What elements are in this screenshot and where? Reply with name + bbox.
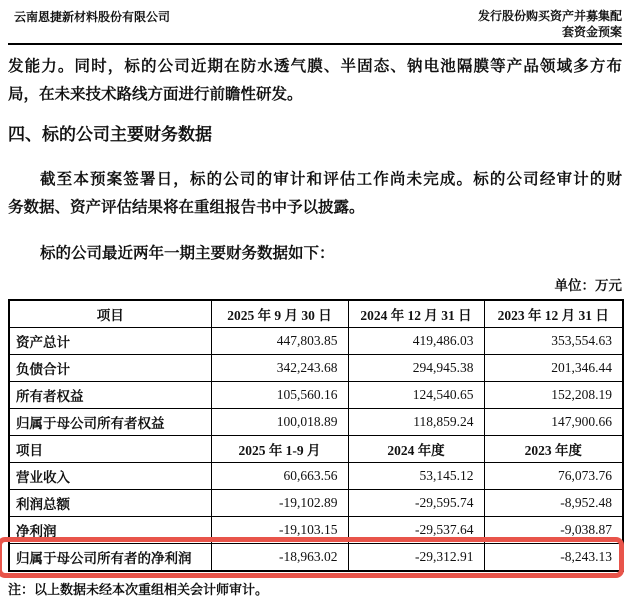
table-header-cell: 项目	[9, 300, 211, 328]
table-header-row	[9, 436, 623, 463]
doc-title-line2: 套资金预案	[561, 25, 622, 39]
financial-table	[8, 299, 624, 572]
table-cell-value: -8,952.48	[484, 490, 623, 517]
table-header-cell: 2023 年 12 月 31 日	[484, 300, 623, 328]
table-cell-value: 447,803.85	[211, 328, 348, 355]
table-row	[9, 355, 623, 382]
paragraph-line: 务数据、资产评估结果将在重组报告书中予以披露。	[8, 199, 365, 216]
table-cell-value: 419,486.03	[348, 328, 484, 355]
company-name: 云南恩捷新材料股份有限公司	[14, 10, 171, 24]
note: 注：以上数据未经本次重组相关会计师审计。	[8, 582, 269, 597]
table-cell-value: -9,038.87	[484, 517, 623, 544]
table-intro: 标的公司最近两年一期主要财务数据如下：	[40, 245, 335, 262]
table-cell-value: 76,073.76	[484, 463, 623, 490]
table-cell-value: 60,663.56	[211, 463, 348, 490]
paragraph-line: 截至本预案签署日，标的公司的审计和评估工作尚未完成。标的公司经审计的财	[40, 171, 622, 188]
page-content	[8, 53, 622, 597]
table-cell-value: 118,859.24	[348, 409, 484, 436]
page-header	[0, 0, 630, 40]
table-cell-label: 净利润	[9, 517, 211, 544]
table-cell-value: -29,312.91	[348, 544, 484, 572]
table-cell-label: 营业收入	[9, 463, 211, 490]
table-header-cell: 2025 年 1-9 月	[211, 436, 348, 463]
table-header-cell: 2024 年 12 月 31 日	[348, 300, 484, 328]
unit-label: 单位：万元	[554, 278, 622, 293]
table-cell-label: 所有者权益	[9, 382, 211, 409]
table-cell-value: 147,900.66	[484, 409, 623, 436]
table-cell-value: -29,537.64	[348, 517, 484, 544]
table-row	[9, 409, 623, 436]
table-row	[9, 490, 623, 517]
table-cell-value: 100,018.89	[211, 409, 348, 436]
table-cell-label: 归属于母公司所有者的净利润	[9, 544, 211, 572]
table-cell-value: 294,945.38	[348, 355, 484, 382]
table-row	[9, 463, 623, 490]
table-cell-value: -8,243.13	[484, 544, 623, 572]
table-header-cell: 2023 年度	[484, 436, 623, 463]
table-cell-value: 353,554.63	[484, 328, 623, 355]
table-cell-value: 53,145.12	[348, 463, 484, 490]
paragraph-continuation	[8, 53, 622, 109]
table-cell-label: 负债合计	[9, 355, 211, 382]
table-header-row	[9, 300, 623, 328]
table-cell-value: 124,540.65	[348, 382, 484, 409]
table-cell-value: -19,103.15	[211, 517, 348, 544]
table-row	[9, 517, 623, 544]
table-cell-label: 利润总额	[9, 490, 211, 517]
doc-title	[478, 8, 622, 40]
paragraph-line: 发能力。同时，标的公司近期在防水透气膜、半固态、钠电池隔膜等产品领域多方布	[8, 58, 622, 75]
table-cell-value: 105,560.16	[211, 382, 348, 409]
table-row	[9, 328, 623, 355]
table-cell-label: 资产总计	[9, 328, 211, 355]
paragraph-line: 局，在未来技术路线方面进行前瞻性研发。	[8, 86, 303, 103]
financial-table-body	[9, 300, 623, 571]
table-header-cell: 2024 年度	[348, 436, 484, 463]
table-cell-value: -19,102.89	[211, 490, 348, 517]
doc-title-line1: 发行股份购买资产并募集配	[477, 9, 622, 23]
section-heading: 四、标的公司主要财务数据	[8, 125, 212, 144]
paragraph-audit-status	[8, 166, 622, 222]
table-row	[9, 382, 623, 409]
table-cell-value: -29,595.74	[348, 490, 484, 517]
table-cell-value: 152,208.19	[484, 382, 623, 409]
header-divider	[8, 43, 622, 45]
table-cell-label: 归属于母公司所有者权益	[9, 409, 211, 436]
table-row	[9, 544, 623, 572]
table-cell-value: 342,243.68	[211, 355, 348, 382]
table-header-cell: 2025 年 9 月 30 日	[211, 300, 348, 328]
table-cell-value: -18,963.02	[211, 544, 348, 572]
table-cell-value: 201,346.44	[484, 355, 623, 382]
table-header-cell: 项目	[9, 436, 211, 463]
